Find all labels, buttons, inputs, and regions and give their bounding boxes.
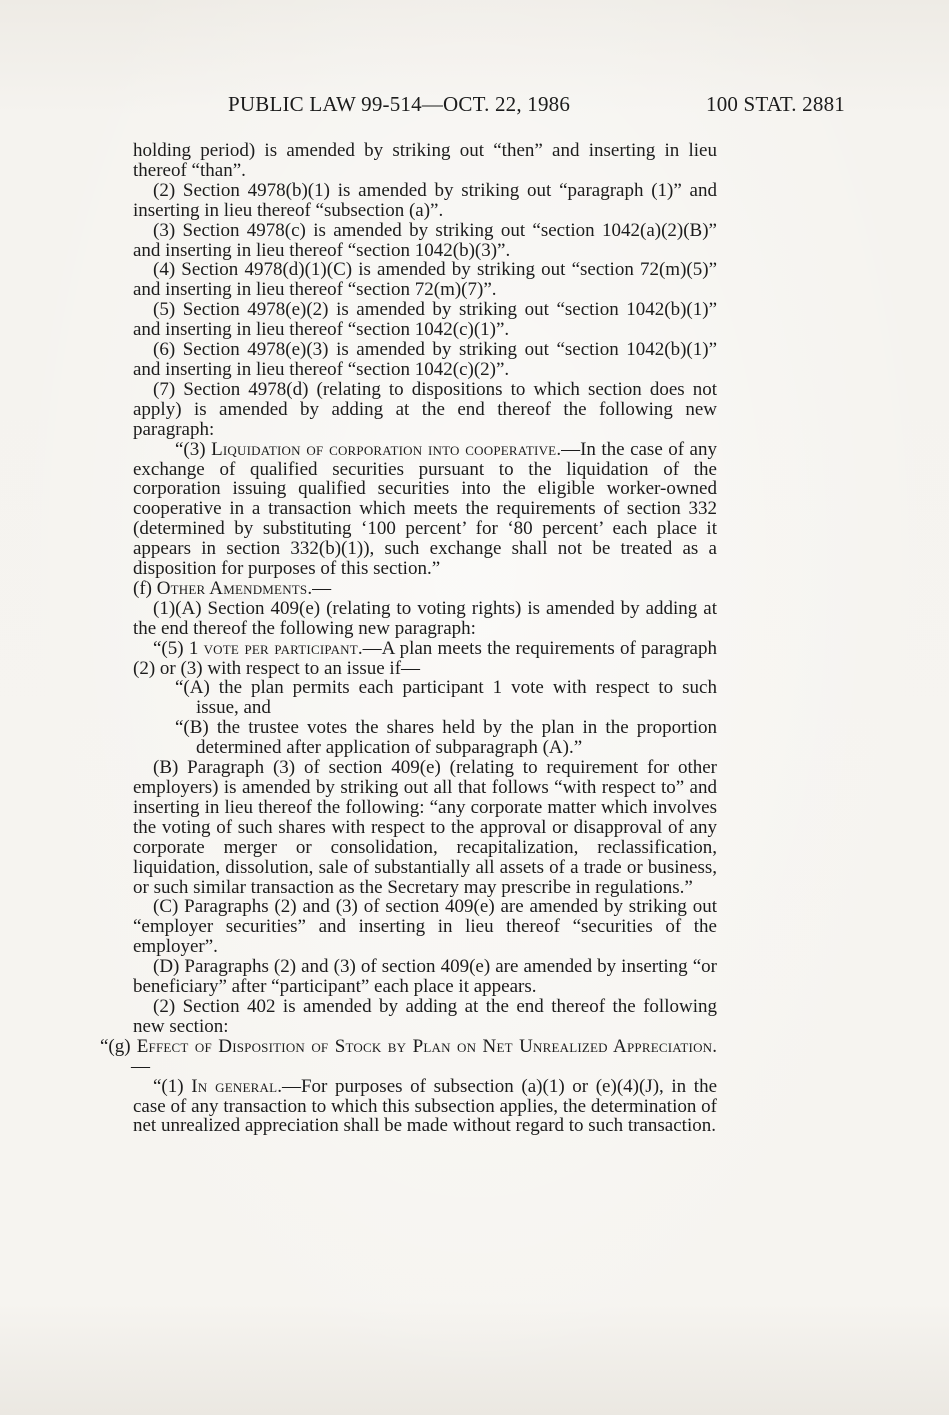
paragraph-liquidation — [133, 440, 717, 579]
paragraph-text: .—A plan meets the requirements of paragraph (2) or (3) with respect to an issue if— — [133, 637, 717, 679]
section-dash: .— — [131, 1035, 717, 1077]
paragraph-1A: (1)(A) Section 409(e) (relating to voting rights) is amended by adding at the end thereof the following new paragraph: — [133, 597, 717, 639]
paragraph-6: (6) Section 4978(e)(3) is amended by striking out “section 1042(b)(1)” and inserting in lieu thereof “section 1042(c)(2)”. — [133, 339, 717, 380]
paragraph-7: (7) Section 4978(d) (relating to dispositions to which section does not apply) is amended by adding at the end thereof the following new paragraph: — [133, 378, 717, 440]
subsection-f-heading — [133, 579, 717, 599]
paragraph-number: “(3) — [175, 438, 212, 460]
paragraph-number: “(5) 1 — [153, 637, 204, 659]
paragraph-number: “(1) — [153, 1075, 192, 1097]
header-stat-citation: 100 STAT. 2881 — [706, 92, 845, 116]
paragraph-4: (4) Section 4978(d)(1)(C) is amended by striking out “section 72(m)(5)” and inserting in lieu thereof “section 72(m)(7)”. — [133, 259, 717, 301]
paragraph-in-general — [133, 1077, 717, 1137]
subparagraph-A: “(A) the plan permits each participant 1 vote with respect to such issue, and — [175, 677, 717, 719]
page-header — [0, 92, 949, 122]
paragraph-text: .—For purposes of subsection (a)(1) or (e)(4)(J), in the case of any transaction to which this subsection applies, the determination of net unrealized appreciation shall be made without regard to such transaction. — [133, 1075, 717, 1137]
paragraph-continuation: holding period) is amended by striking out “then” and inserting in lieu thereof “than”. — [133, 140, 717, 181]
paragraph-2: (2) Section 4978(b)(1) is amended by striking out “paragraph (1)” and inserting in lieu thereof “subsection (a)”. — [133, 179, 717, 221]
paragraph-1D: (D) Paragraphs (2) and (3) of section 409(e) are amended by inserting “or beneficiary” after “participant” each place it appears. — [133, 956, 717, 998]
header-title: PUBLIC LAW 99-514—OCT. 22, 1986 — [228, 92, 571, 116]
section-g-heading — [100, 1035, 717, 1077]
paragraph-1B: (B) Paragraph (3) of section 409(e) (relating to requirement for other employers) is amended by striking out all that follows “with respect to” and inserting in lieu thereof the following: “any corporate matter which involves the voting of such shares with respect to the approval or disapproval of any corporate merger or consolidation, recapitalization, reclassification, liquidation, dissolution, sale of substantially all assets of a trade or business, or such similar transaction as the Secretary may prescribe in regulations.” — [133, 757, 717, 898]
paragraph-caption: In general — [191, 1075, 278, 1097]
paragraph-3: (3) Section 4978(c) is amended by striking out “section 1042(a)(2)(B)” and inserting in lieu thereof “section 1042(b)(3)”. — [133, 219, 717, 261]
paragraph-caption: Liquidation of corporation into cooperative — [211, 438, 557, 460]
paragraph-5: (5) Section 4978(e)(2) is amended by striking out “section 1042(b)(1)” and inserting in lieu thereof “section 1042(c)(1)”. — [133, 299, 717, 341]
subparagraph-B: “(B) the trustee votes the shares held by the plan in the proportion determined after application of subparagraph (A).” — [175, 717, 717, 759]
paragraph-1C: (C) Paragraphs (2) and (3) of section 409(e) are amended by striking out “employer securities” and inserting in lieu thereof “securities of the employer”. — [133, 896, 717, 958]
paragraph-2-section-402: (2) Section 402 is amended by adding at the end thereof the following new section: — [133, 995, 717, 1037]
subsection-dash: .— — [307, 577, 332, 599]
paragraph-vote — [133, 639, 717, 679]
subsection-caption: Other Amendments — [156, 577, 308, 599]
section-label: “(g) — [100, 1035, 137, 1057]
subsection-label: (f) — [133, 577, 157, 599]
paragraph-text: .—In the case of any exchange of qualified securities pursuant to the liquidation of the corporation issuing qualified securities into the eligible worker-owned cooperative in a transaction which meets the requirements of section 332 (determined by substituting ‘100 percent’ for ‘80 percent’ each place it appears in section 332(b)(1)), such exchange shall not be treated as a disposition for purposes of this section.” — [133, 438, 717, 580]
paragraph-caption: vote per participant — [203, 637, 358, 659]
body-text — [100, 140, 717, 1137]
section-caption: Effect of Disposition of Stock by Plan on Net Unrealized Appreciation — [136, 1035, 713, 1057]
